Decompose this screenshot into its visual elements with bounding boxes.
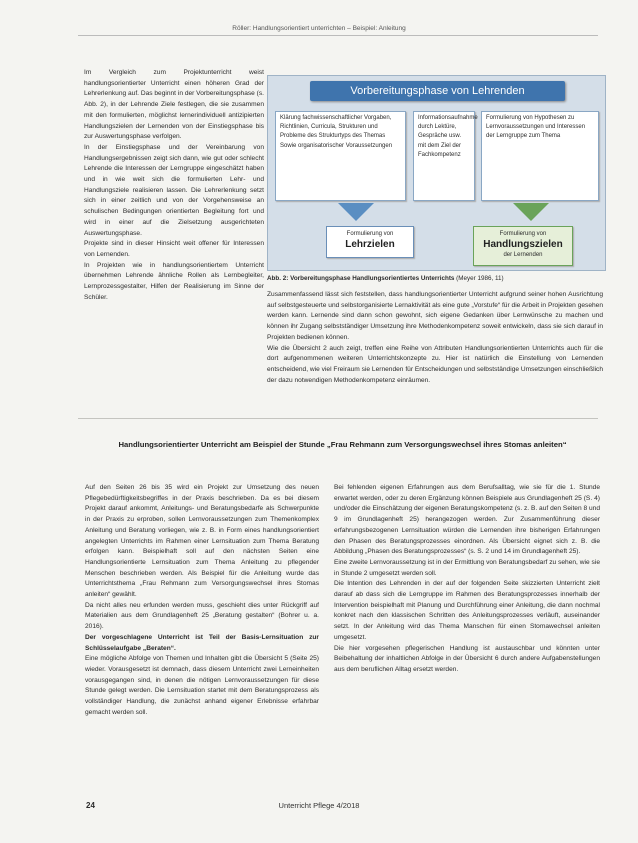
paragraph: Bei fehlenden eigenen Erfahrungen aus dem Berufsalltag, wie sie für die 1. Stunde erwartet werden, oder zu deren Ergänzung können Beispiele aus Grundlagenheft 25 (S. 4) und/oder die Einschätzung der eigenen Beratungskompetenz (s. z. B. auf den Seiten 8 und 9 im Grundlagenheft 25) herangezogen werden. Zur Zusammenführung dieser erfahrungsbezogenen Lernsituation würden die Lernenden ihre bisherigen Erfahrungen den Phasen des Beratungsprozesses einordnen. Als Übersicht eignet sich z. B. die Abbildung „Phasen des Beratungsprozesses“ (s. S. 2 und 14 im Grundlagenheft 25).: [334, 484, 600, 556]
result-big-label: Handlungszielen: [483, 239, 563, 250]
paragraph: Da nicht alles neu erfunden werden muss, geschieht dies unter Rückgriff auf Materialien aus dem Grundlagenheft 25 „Beratung gestalten“ (Bohrer u. a. 2016).: [85, 601, 319, 631]
header-rule: [78, 35, 598, 36]
result-small-label: Formulierung von: [499, 231, 547, 237]
paragraph: In Projekten wie in handlungsorientiertem Unterricht übernehmen Lehrende ähnliche Rollen als Lernbegleiter, Lernprozessgestalter, Hilfen der Realisierung im Sinne der Schüler.: [84, 261, 264, 301]
paragraph: Auf den Seiten 26 bis 35 wird ein Projekt zur Umsetzung des neuen Pflegebedürftigkeitsbegriffes in der Praxis beschrieben. Da es bei diesem Projekt darauf ankommt, Anleitungs- und Beratungsbedarfe als Schwerpunkte in der Praxis zu erproben, sollen Lernvoraussetzungen zum Themenkomplex Anleitung und Beratung vorliegen, wie z. B. in Form eines handlungsorientiert angelegten Unterrichts im Rahmen einer Lernsituation zum Thema Beratung erfolgen kann. Beispielhaft soll auf den nächsten Seiten eine Handlungsorientierte Lernsituation zum Thema Anleitung zu pflegender Menschen beschrieben werden. Als Beispiel für die Anleitung wurde das Unterrichtsthema „Frau Rehmann zum Versorgungswechsel ihres Stomas anleiten“ gewählt.: [85, 484, 319, 599]
result-small-label: Formulierung von: [346, 231, 394, 237]
journal-footer: Unterricht Pflege 4/2018: [278, 801, 360, 810]
figure-box-information: Informationsaufnahme durch Lektüre, Gespräche usw. mit dem Ziel der Fachkompetenz: [413, 111, 475, 201]
running-head: Röller: Handlungsorientiert unterrichten – Beispiel: Anleitung: [232, 25, 406, 32]
bottom-right-column: [334, 483, 600, 676]
figure-result-action-goals: [473, 226, 573, 266]
paragraph: In der Einstiegsphase und der Vereinbarung von Handlungsergebnissen zeigt sich dann, wie gut oder schlecht Lehrende die Interessen der Lerngruppe eingeschätzt haben und in wie weit sich die formulierten Lehr- und Handlungsziele realisieren lassen. Die Lehrerlenkung setzt sich in einer zeitlich und von der Vorgehensweise an schulischen Bedingungen orientierten Begleitung fort und wird in einer auf die Zielsetzung ausgerichteten Auswertungsphase.: [84, 143, 264, 237]
section-heading: Handlungsorientierter Unterricht am Beispiel der Stunde „Frau Rehmann zum Versorgungswechsel ihres Stomas anleiten“: [118, 440, 567, 449]
left-column: [84, 68, 264, 303]
paragraph: Eine zweite Lernvoraussetzung ist in der Ermittlung von Beratungsbedarf zu sehen, wie sie in Stunde 2 umgesetzt werden soll.: [334, 558, 600, 577]
paragraph: Im Vergleich zum Projektunterricht weist handlungsorientierter Unterricht einen höheren Grad der Lehrerlenkung auf. Das beginnt in der Vorbereitungsphase (s. Abb. 2), in der Lehrende Ziele festlegen, die sie zusammen mit den formulierten, möglichst lernerindividuell antizipierten Handlungszielen der Lernenden von der Einstiegsphase bis zur Auswertungsphase verfolgen.: [84, 69, 264, 141]
caption-label: Abb. 2: Vorbereitungsphase Handlungsorientiertes Unterrichts: [267, 275, 455, 282]
arrow-down-icon: [513, 203, 549, 221]
paragraph-bold: Der vorgeschlagene Unterricht ist Teil der Basis-Lernsituation zur Schlüsselaufgabe „Beraten“.: [85, 633, 319, 652]
paragraph: Wie die Übersicht 2 auch zeigt, treffen eine Reihe von Attributen Handlungsorientierten Unterrichts auch für die dort aufgenommenen weiteren Unterrichtskonzepte zu. Hier ist natürlich die Einstellung von Lernenden entscheidend, wie viel Freiraum sie Lernenden für Entscheidungen und selbstständige Umsetzungen einschließlich der dazu notwendigen Methodenkompetenz einräumen.: [267, 344, 603, 384]
figure-caption: [267, 274, 607, 283]
figure-preparation-phase: [267, 75, 606, 271]
figure-box-hypotheses: Formulierung von Hypothesen zu Lernvoraussetzungen und Interessen der Lerngruppe zum Thema: [481, 111, 599, 201]
result-sub-label: der Lernenden: [503, 252, 543, 258]
page-number: 24: [86, 801, 95, 810]
bottom-left-column: [85, 483, 319, 718]
figure-box-clarification: Klärung fachwissenschaftlicher Vorgaben, Richtlinien, Curricula, Strukturen und Probleme des Strukturtyps des Themas Sowie organisatorischer Voraussetzungen: [275, 111, 406, 201]
caption-source: (Meyer 1986, 11): [456, 275, 504, 282]
paragraph: Projekte sind in dieser Hinsicht weit offener für Interessen von Lernenden.: [84, 240, 264, 258]
result-big-label: Lehrzielen: [345, 239, 395, 250]
paragraph: Die Intention des Lehrenden in der auf der folgenden Seite skizzierten Unterricht zielt darauf ab dass sich die Lerngruppe im Rahmen des Beratungsprozesses innerhalb der Intervention beispielhaft mit Planung und Durchführung einer Anleitung, die dann nochmal konkret nach den klassischen Schritten des Anleitungsprozesses verläuft, auseinander setzt. In der Anleitung wird das Thema Manschen für einen Stomawechsel anleiten umgesetzt.: [334, 580, 600, 641]
figure-title: Vorbereitungsphase von Lehrenden: [310, 81, 565, 101]
paragraph: Eine mögliche Abfolge von Themen und Inhalten gibt die Übersicht 5 (Seite 25) wieder. Vorausgesetzt ist demnach, dass diesem Unterricht zwei Lerneinheiten vorausgegangen sind, in denen die nötigen Lernvoraussetzungen für diese Stunde gelegt werden. Die Lernsituation startet mit dem Beratungsprozess als vollständiger Handlung, die zunächst anhand eigener Erlebnisse erfahrbar gemacht werden soll.: [85, 655, 319, 716]
right-column: [267, 290, 603, 386]
paragraph: Zusammenfassend lässt sich feststellen, dass handlungsorientierter Unterricht aufgrund seiner hohen Ausrichtung auf selbstgesteuerte und selbstorganisierte Lernaktivität als eine gute „Vorstufe“ für die Arbeit in Projekten gesehen werden kann. Lernende sind dann schon gewohnt, sich eigene Gedanken über Lernwünsche zu machen und können ihr Zugang selbstständiger Umsetzung ihre Methodenkompetenz soweit entwickeln, dass sie sich darauf in Projekten bedienen können.: [267, 291, 603, 341]
arrow-down-icon: [338, 203, 374, 221]
section-divider: [78, 418, 598, 419]
figure-result-teaching-goals: [326, 226, 414, 258]
paragraph: Die hier vorgesehen pflegerischen Handlung ist austauschbar und könnten unter Beibehaltung der inhaltlichen Abfolge in der Übersicht 6 durch andere Aufgabenstellungen aus dem beruflichen Alltag ersetzt werden.: [334, 644, 600, 673]
